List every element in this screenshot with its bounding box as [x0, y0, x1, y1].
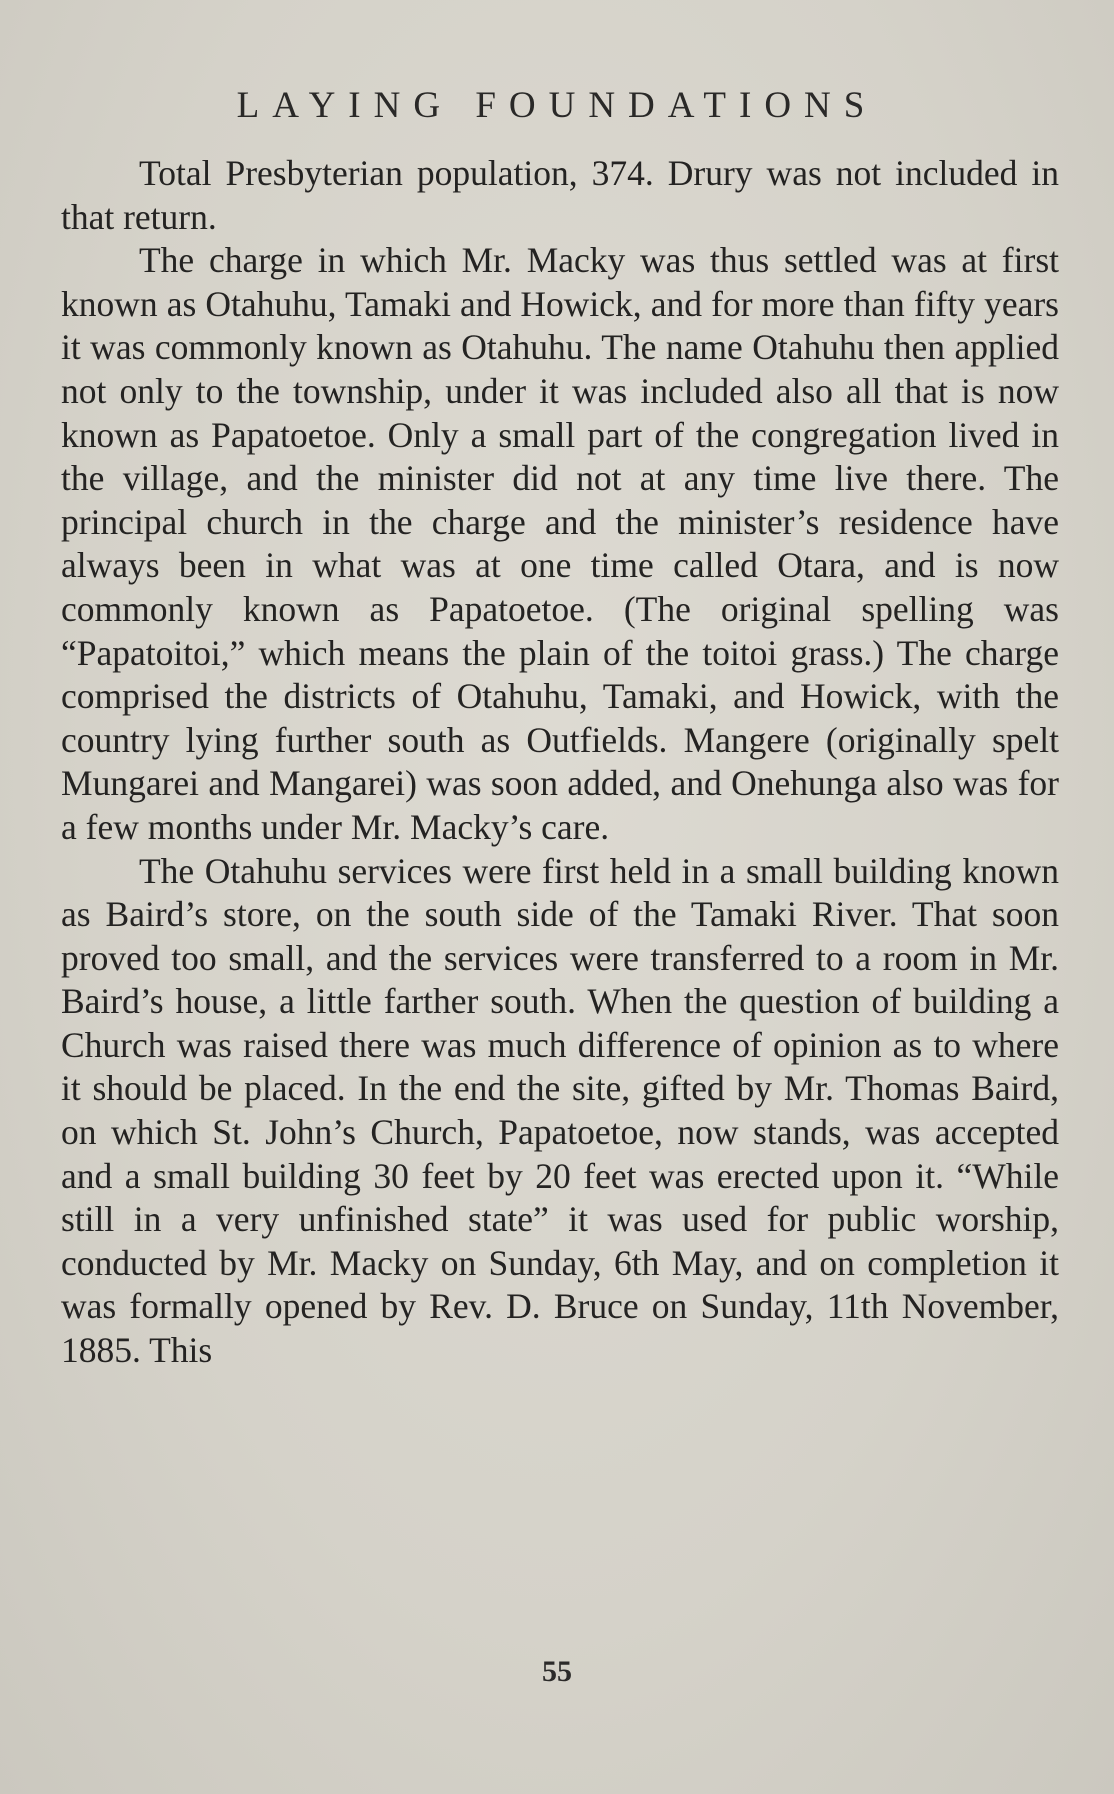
paragraph: The charge in which Mr. Macky was thus settled was at first known as Otahuhu, Tamaki and Howick, and for more than fifty years it was commonly known as Otahuhu. The name Otahuhu then applied not only to the township, under it was included also all that is now known as Papatoetoe. Only a small part of the congregation lived in the village, and the minister did not at any time live there. The principal church in the charge and the minister’s residence have always been in what was at one time called Otara, and is now commonly known as Papatoetoe. (The original spelling was “Papatoitoi,” which means the plain of the toitoi grass.) The charge comprised the districts of Otahuhu, Tamaki, and Howick, with the country lying further south as Outfields. Mangere (originally spelt Mungarei and Mangarei) was soon added, and Onehunga also was for a few months under Mr. Macky’s care. — [61, 240, 1059, 847]
body-text — [61, 152, 1059, 1373]
paragraph: Total Presbyterian population, 374. Drury was not included in that return. — [61, 153, 1059, 237]
page-number: 55 — [542, 1655, 572, 1688]
running-head: LAYING FOUNDATIONS — [236, 85, 878, 126]
paragraph: The Otahuhu services were first held in a small building known as Baird’s store, on the south side of the Tamaki River. That soon proved too small, and the services were transferred to a room in Mr. Baird’s house, a little farther south. When the question of building a Church was raised there was much difference of opinion as to where it should be placed. In the end the site, gifted by Mr. Thomas Baird, on which St. John’s Church, Papatoetoe, now stands, was accepted and a small building 30 feet by 20 feet was erected upon it. “While still in a very unfinished state” it was used for public worship, conducted by Mr. Macky on Sunday, 6th May, and on completion it was formally opened by Rev. D. Bruce on Sunday, 11th November, 1885. This — [61, 850, 1059, 1371]
